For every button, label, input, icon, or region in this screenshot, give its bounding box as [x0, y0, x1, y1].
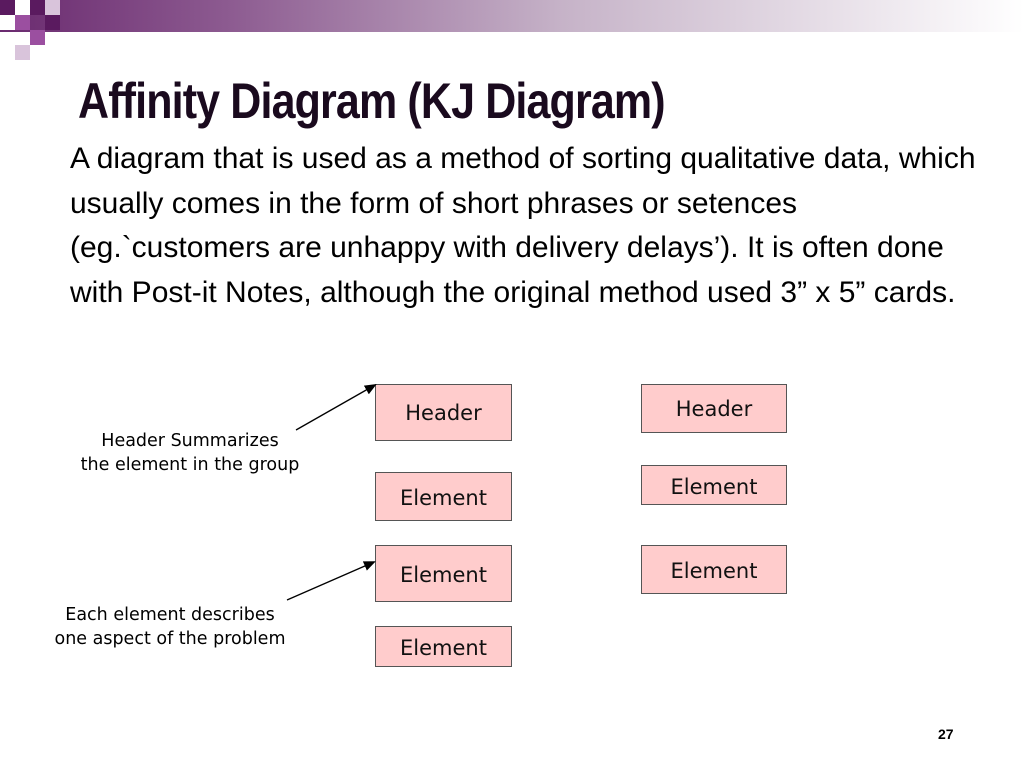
decorative-squares-logo	[0, 0, 90, 62]
element-annotation-line: one aspect of the problem	[54, 629, 286, 649]
group1-element-card: Element	[375, 545, 512, 602]
group1-header-card: Header	[375, 384, 512, 441]
decorative-square	[45, 0, 60, 15]
decorative-square	[15, 0, 30, 15]
group1-element-card: Element	[375, 472, 512, 521]
group2-element-card: Element	[641, 465, 787, 505]
decorative-square	[15, 45, 30, 60]
header-annotation-line: Header Summarizes	[101, 431, 279, 451]
element-annotation	[30, 603, 310, 651]
decorative-top-band	[0, 0, 1024, 32]
slide-body-text: A diagram that is used as a method of sorting qualitative data, which usually comes in the form of short phrases or setences (eg.`customers are unhappy with delivery delays’). It is often done with Post-it Notes, although the original method used 3” x 5” cards.	[70, 142, 976, 309]
decorative-square	[15, 15, 30, 30]
group2-element-card: Element	[641, 545, 787, 594]
element-annotation-arrow	[287, 562, 374, 600]
header-annotation	[60, 429, 320, 477]
header-annotation-line: the element in the group	[80, 455, 300, 475]
decorative-square	[45, 15, 60, 30]
decorative-square	[30, 0, 45, 15]
group2-header-card: Header	[641, 384, 787, 433]
element-annotation-line: Each element describes	[65, 605, 275, 625]
page-number: 27	[938, 726, 954, 742]
decorative-square	[0, 15, 15, 30]
group1-element-card: Element	[375, 626, 512, 667]
header-annotation-arrow	[296, 385, 375, 430]
decorative-square	[30, 30, 45, 45]
slide-title: Affinity Diagram (KJ Diagram)	[78, 73, 665, 129]
decorative-square	[0, 0, 15, 15]
